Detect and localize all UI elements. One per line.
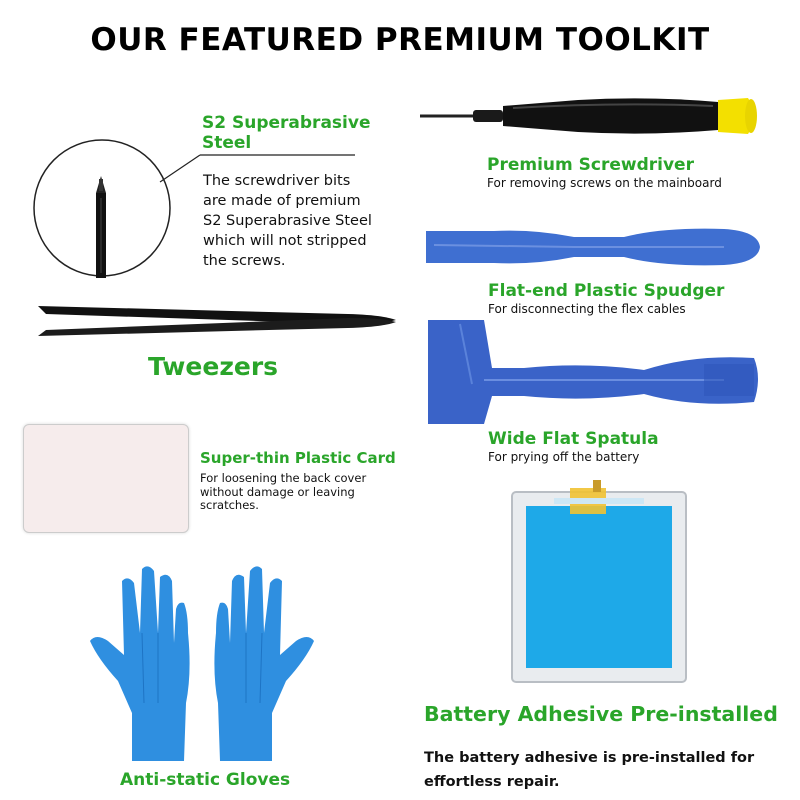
battery-desc-line: The battery adhesive is pre-installed for: [424, 750, 755, 766]
steel-heading-line2: Steel: [202, 133, 252, 153]
spudger-icon: [424, 225, 762, 269]
steel-desc-line: which will not stripped: [203, 233, 367, 249]
tweezers-icon: [38, 300, 398, 342]
screwdriver-bit-zoom-icon: [30, 138, 180, 288]
steel-heading: [202, 113, 370, 153]
spudger-label: Flat-end Plastic Spudger: [488, 281, 725, 301]
spatula-desc: For prying off the battery: [488, 450, 640, 464]
screwdriver-icon: [418, 92, 763, 140]
tweezers-label: Tweezers: [148, 352, 279, 381]
steel-heading-line1: S2 Superabrasive: [202, 113, 371, 133]
gloves-icon: [88, 563, 316, 763]
battery-description: [424, 746, 754, 794]
card-label: Super-thin Plastic Card: [200, 449, 396, 467]
steel-description: [203, 171, 372, 271]
card-description: [200, 472, 366, 513]
battery-icon: [510, 478, 690, 686]
steel-desc-line: are made of premium: [203, 193, 361, 209]
screwdriver-desc: For removing screws on the mainboard: [487, 176, 722, 190]
plastic-card-icon: [23, 424, 189, 533]
card-desc-line: For loosening the back cover: [200, 471, 367, 485]
screwdriver-label: Premium Screwdriver: [487, 155, 694, 175]
battery-desc-line: effortless repair.: [424, 774, 560, 790]
steel-desc-line: S2 Superabrasive Steel: [203, 213, 372, 229]
card-desc-line: scratches.: [200, 498, 259, 512]
steel-desc-line: the screws.: [203, 253, 286, 269]
spudger-desc: For disconnecting the flex cables: [488, 302, 686, 316]
steel-desc-line: The screwdriver bits: [203, 173, 351, 189]
spatula-icon: [424, 318, 764, 426]
gloves-label: Anti-static Gloves: [120, 770, 291, 790]
card-desc-line: without damage or leaving: [200, 484, 355, 499]
battery-label: Battery Adhesive Pre-installed: [424, 702, 778, 726]
page-title: OUR FEATURED PREMIUM TOOLKIT: [90, 22, 710, 58]
spatula-label: Wide Flat Spatula: [488, 429, 659, 449]
